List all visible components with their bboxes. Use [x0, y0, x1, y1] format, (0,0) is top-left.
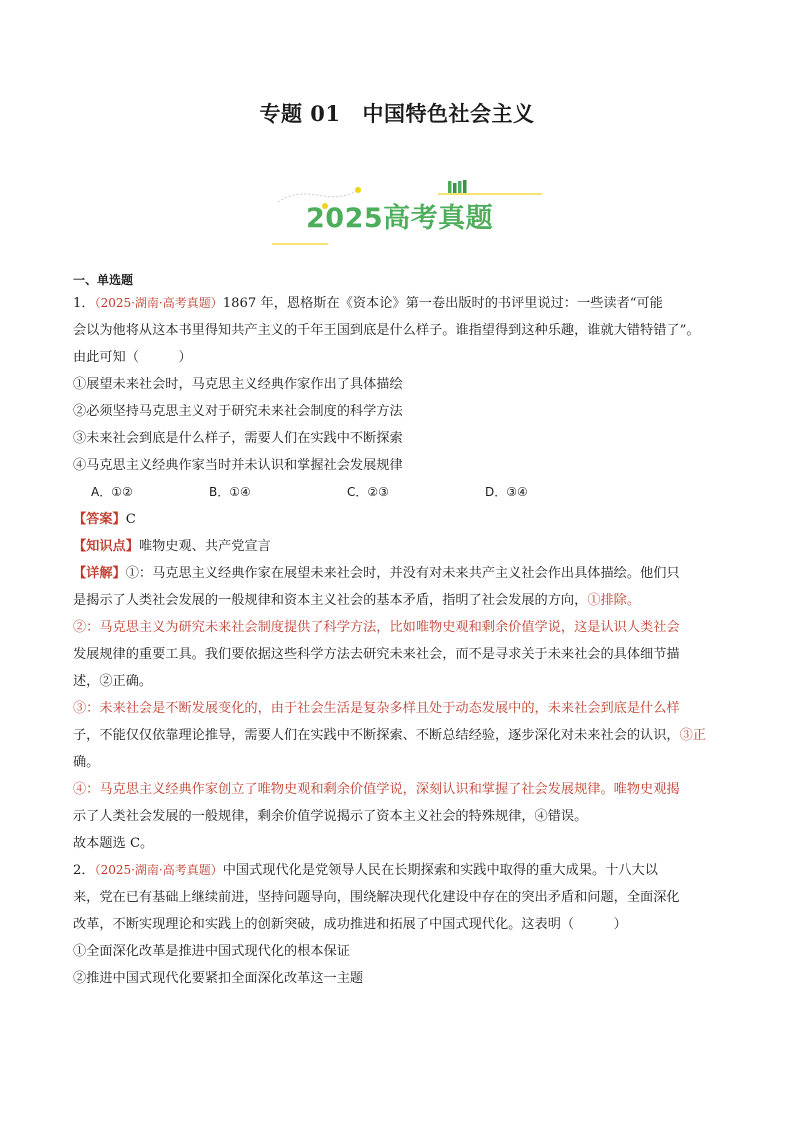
answer-value: C [125, 512, 136, 527]
q1-source: （2025·湖南·高考真题） [94, 296, 223, 310]
q2-statement: ①全面深化改革是推进中国式现代化的根本保证 [73, 944, 350, 959]
title-number: 专题 01 [259, 101, 341, 126]
q1-options [73, 479, 733, 506]
answer-label: 【答案】 [73, 512, 126, 527]
exam-banner [268, 178, 548, 250]
q1-statement: ②必须坚持马克思主义对于研究未来社会制度的科学方法 [73, 404, 403, 419]
knowledge-value: 唯物史观、共产党宣言 [138, 539, 271, 554]
q1-stem-line: 会以为他将从这本书里得知共产主义的千年王国到底是什么样子。谁指望得到这种乐趣，谁就大错特错了”。 [73, 323, 700, 338]
q1-detail-line: 发展规律的重要工具。我们要依据这些科学方法去研究未来社会，而不是寻求关于未来社会的具体细节描 [73, 647, 680, 662]
q1-statement: ④马克思主义经典作家当时并未认识和掌握社会发展规律 [73, 458, 403, 473]
q1-detail-line [73, 722, 733, 749]
q1-number: 1． [73, 296, 95, 311]
title-topic: 中国特色社会主义 [362, 101, 535, 126]
q2-number: 2． [73, 863, 95, 878]
q2-statement: ②推进中国式现代化要紧扣全面深化改革这一主题 [73, 971, 364, 986]
option-d: D．③④ [485, 485, 528, 499]
q2-stem-line: 改革，不断实现理论和实践上的创新突破，成功推进和拓展了中国式现代化。这表明（ ） [73, 917, 627, 932]
detail-text: ③正 [679, 728, 706, 743]
detail-label: 【详解】 [73, 566, 126, 581]
q1-knowledge [73, 533, 733, 560]
q1-detail-line: ④：马克思主义经典作家创立了唯物史观和剩余价值学说，深刻认识和掌握了社会发展规律。唯物史观揭 [73, 782, 680, 797]
q1-detail-line [73, 560, 733, 587]
q2-stem-line [73, 857, 733, 884]
q1-detail-line: ③：未来社会是不断发展变化的，由于社会生活是复杂多样且处于动态发展中的，未来社会到底是什么样 [73, 701, 680, 716]
q1-stem-line [73, 290, 733, 317]
banner-title: 2025高考真题 [306, 203, 494, 234]
option-a: A．①② [91, 485, 133, 499]
detail-text: ①排除。 [587, 593, 641, 608]
q1-conclusion: 故本题选 C。 [73, 836, 154, 851]
q2-source: （2025·湖南·高考真题） [94, 863, 223, 877]
knowledge-label: 【知识点】 [73, 539, 139, 554]
q1-detail-line: 示了人类社会发展的一般规律，剩余价值学说揭示了资本主义社会的特殊规律，④错误。 [73, 809, 588, 824]
detail-text: ①：马克思主义经典作家在展望未来社会时，并没有对未来共产主义社会作出具体描绘。他们只 [125, 566, 680, 581]
question-content [73, 270, 733, 992]
option-c: C．②③ [347, 485, 389, 499]
q1-detail-line: 确。 [73, 755, 100, 770]
q2-stem-text: 中国式现代化是党领导人民在长期探索和实践中取得的重大成果。十八大以 [222, 863, 658, 878]
option-b: B．①④ [209, 485, 251, 499]
q1-detail-line: 述，②正确。 [73, 674, 153, 689]
q1-stem-line: 由此可知（ ） [73, 350, 192, 365]
q1-stem-text: 1867 年，恩格斯在《资本论》第一卷出版时的书评里说过：一些读者“可能 [222, 296, 663, 311]
q1-detail-line: ②：马克思主义为研究未来社会制度提供了科学方法，比如唯物史观和剩余价值学说，这是认识人类社会 [73, 620, 680, 635]
q1-statement: ①展望未来社会时，马克思主义经典作家作出了具体描绘 [73, 377, 403, 392]
q2-stem-line: 来，党在已有基础上继续前进，坚持问题导向，围绕解决现代化建设中存在的突出矛盾和问题，全面深化 [73, 890, 680, 905]
detail-text: 是揭示了人类社会发展的一般规律和资本主义社会的基本矛盾，指明了社会发展的方向， [73, 593, 588, 608]
q1-answer [73, 506, 733, 533]
q1-detail-line [73, 587, 733, 614]
q1-statement: ③未来社会到底是什么样子，需要人们在实践中不断探索 [73, 431, 403, 446]
detail-text: 子，不能仅仅依靠理论推导，需要人们在实践中不断探索、不断总结经验，逐步深化对未来社会的认识， [73, 728, 680, 743]
section-heading: 一、单选题 [73, 273, 134, 287]
page-title [0, 98, 794, 128]
